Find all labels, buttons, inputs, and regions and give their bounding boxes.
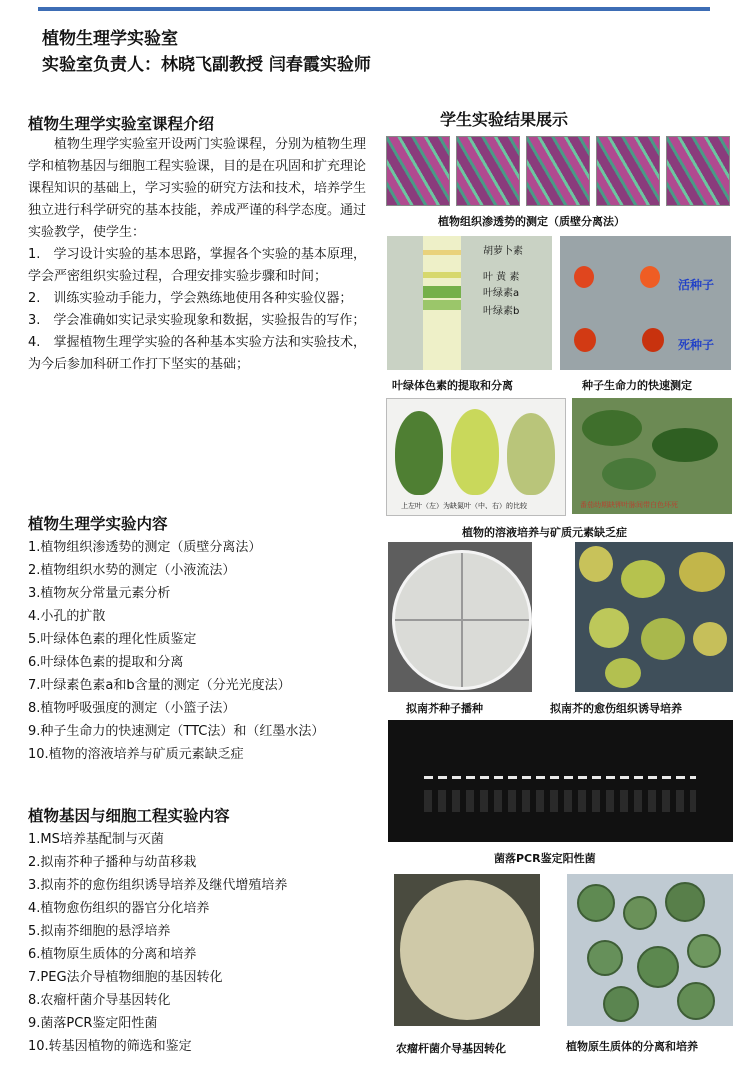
micrograph-image bbox=[386, 136, 450, 206]
protoplast-cell bbox=[665, 882, 705, 922]
agrobacterium-photo bbox=[394, 874, 540, 1026]
leaf-photo-caption: 上左叶（左）为缺氮叶（中、右）的比较 bbox=[401, 502, 527, 510]
deficient-leaf bbox=[451, 409, 499, 495]
micrograph-image bbox=[526, 136, 590, 206]
chlorophyll-b-band bbox=[423, 300, 461, 310]
physiology-heading: 植物生理学实验内容 bbox=[28, 515, 168, 533]
list-item: 1.MS培养基配制与灭菌 bbox=[28, 832, 164, 847]
xanthophyll-band bbox=[423, 272, 461, 278]
intro-point: 2. 训练实验动手能力，学会熟练地使用各种实验仪器； bbox=[28, 291, 353, 306]
chlorophyll-a-band bbox=[423, 286, 461, 298]
callus-cluster bbox=[641, 618, 685, 660]
potassium-deficiency-photo bbox=[572, 398, 732, 514]
list-item: 2.植物组织水势的测定（小液流法） bbox=[28, 563, 236, 578]
list-item: 4.植物愈伤组织的器官分化培养 bbox=[28, 901, 210, 916]
caption-plasmolysis: 植物组织渗透势的测定（质壁分离法） bbox=[438, 215, 625, 228]
list-item: 7.PEG法介导植物细胞的基因转化 bbox=[28, 970, 223, 985]
list-item: 8.植物呼吸强度的测定（小篮子法） bbox=[28, 701, 236, 716]
protoplast-cell bbox=[623, 896, 657, 930]
list-item: 4.小孔的扩散 bbox=[28, 609, 106, 624]
dead-seed bbox=[574, 328, 596, 352]
list-item: 6.叶绿体色素的提取和分离 bbox=[28, 655, 184, 670]
course-intro-paragraph: 植物生理学实验室开设两门实验课程，分别为植物生理学和植物基因与细胞工程实验课，目的是在巩固和扩充理论课程知识的基础上，学习实验的研究方法和技术，培养学生独立进行科学研究的基本技能，养成严谨的科学态度。通过实验教学，使学生： bbox=[28, 137, 367, 240]
caption-callus: 拟南芥的愈伤组织诱导培养 bbox=[550, 702, 682, 715]
list-item: 6.植物原生质体的分离和培养 bbox=[28, 947, 197, 962]
micrograph-image bbox=[456, 136, 520, 206]
live-seed bbox=[640, 266, 660, 288]
live-seed-label: 活种子 bbox=[678, 278, 715, 292]
caption-agrobacterium: 农瘤杆菌介导基因转化 bbox=[396, 1042, 506, 1055]
course-intro-section bbox=[28, 112, 366, 376]
protoplast-cell bbox=[687, 934, 721, 968]
caption-solution-culture: 植物的溶液培养与矿质元素缺乏症 bbox=[462, 526, 627, 539]
lab-title: 植物生理学实验室 bbox=[42, 29, 178, 49]
callus-cluster bbox=[579, 546, 613, 582]
course-intro-heading: 植物生理学实验室课程介绍 bbox=[28, 115, 215, 133]
results-heading: 学生实验结果展示 bbox=[440, 110, 569, 129]
intro-point: 4. 掌握植物生理学实验的各种基本实验方法和实验技术，为今后参加科研工作打下坚实的基础； bbox=[28, 335, 366, 372]
intro-point: 3. 学会准确如实记录实验现象和数据，实验报告的写作； bbox=[28, 313, 366, 328]
carotene-label: 胡萝卜素 bbox=[483, 246, 523, 257]
protoplast-cell bbox=[577, 884, 615, 922]
leaf-deficiency-photo bbox=[386, 398, 566, 516]
caption-chlorophyll: 叶绿体色素的提取和分离 bbox=[392, 379, 513, 392]
pcr-gel-photo bbox=[388, 720, 733, 842]
callus-cluster bbox=[693, 622, 727, 656]
callus-cluster bbox=[621, 560, 665, 598]
list-item: 10.植物的溶液培养与矿质元素缺乏症 bbox=[28, 747, 244, 762]
petri-dish bbox=[392, 550, 532, 690]
list-item: 7.叶绿素色素a和b含量的测定（分光光度法） bbox=[28, 678, 291, 693]
genetics-heading: 植物基因与细胞工程实验内容 bbox=[28, 807, 230, 825]
micrograph-image bbox=[666, 136, 730, 206]
callus-cluster bbox=[589, 608, 629, 648]
leaf bbox=[582, 410, 642, 446]
callus-photo bbox=[575, 542, 733, 692]
list-item: 5.拟南芥细胞的悬浮培养 bbox=[28, 924, 171, 939]
list-item: 2.拟南芥种子播种与幼苗移栽 bbox=[28, 855, 197, 870]
leaf bbox=[652, 428, 718, 462]
genetics-section bbox=[28, 804, 366, 1058]
genetics-list bbox=[28, 828, 366, 1058]
gel-smear bbox=[424, 790, 696, 812]
list-item: 10.转基因植物的筛选和鉴定 bbox=[28, 1039, 192, 1054]
plasmolysis-micrographs bbox=[386, 136, 732, 206]
arabidopsis-sowing-photo bbox=[388, 542, 532, 692]
gel-bands bbox=[424, 776, 696, 779]
list-item: 9.种子生命力的快速测定（TTC法）和（红墨水法） bbox=[28, 724, 325, 739]
protoplast-cell bbox=[677, 982, 715, 1020]
deficient-leaf bbox=[507, 413, 555, 495]
callus-cluster bbox=[679, 552, 725, 592]
physiology-list bbox=[28, 536, 366, 766]
protoplast-cell bbox=[637, 946, 679, 988]
normal-leaf bbox=[395, 411, 443, 495]
live-seed bbox=[574, 266, 594, 288]
top-rule bbox=[38, 7, 710, 11]
protoplast-photo bbox=[567, 874, 733, 1026]
divider bbox=[395, 619, 529, 621]
intro-point: 1. 学习设计实验的基本思路，掌握各个实验的基本原理，学会严密组织实验过程，合理安排实验步骤和时间； bbox=[28, 247, 366, 284]
culture-plate bbox=[400, 880, 534, 1020]
chlorophyll-b-label: 叶绿素b bbox=[483, 306, 520, 317]
caption-pcr: 菌落PCR鉴定阳性菌 bbox=[494, 852, 596, 865]
chromatography-photo bbox=[387, 236, 552, 370]
carotene-band bbox=[423, 250, 461, 255]
caption-arabidopsis-sowing: 拟南芥种子播种 bbox=[406, 702, 483, 715]
xanthophyll-label: 叶 黄 素 bbox=[483, 272, 520, 283]
protoplast-cell bbox=[587, 940, 623, 976]
list-item: 9.菌落PCR鉴定阳性菌 bbox=[28, 1016, 158, 1031]
leaf bbox=[602, 458, 656, 490]
dead-seed-label: 死种子 bbox=[678, 338, 715, 352]
callus-cluster bbox=[605, 658, 641, 688]
protoplast-cell bbox=[603, 986, 639, 1022]
list-item: 8.农瘤杆菌介导基因转化 bbox=[28, 993, 171, 1008]
potassium-caption: 番茄幼期缺钾叶脉间带白色坏死 bbox=[580, 501, 678, 509]
seed-viability-photo bbox=[560, 236, 731, 370]
caption-seed-viability: 种子生命力的快速测定 bbox=[582, 379, 692, 392]
list-item: 1.植物组织渗透势的测定（质壁分离法） bbox=[28, 540, 262, 555]
dead-seed bbox=[642, 328, 664, 352]
physiology-section bbox=[28, 512, 366, 766]
micrograph-image bbox=[596, 136, 660, 206]
list-item: 5.叶绿体色素的理化性质鉴定 bbox=[28, 632, 197, 647]
list-item: 3.植物灰分常量元素分析 bbox=[28, 586, 171, 601]
chlorophyll-a-label: 叶绿素a bbox=[483, 288, 520, 299]
lab-leaders: 实验室负责人：林晓飞副教授 闫春霞实验师 bbox=[42, 55, 371, 75]
caption-protoplast: 植物原生质体的分离和培养 bbox=[566, 1040, 698, 1053]
list-item: 3.拟南芥的愈伤组织诱导培养及继代增殖培养 bbox=[28, 878, 288, 893]
